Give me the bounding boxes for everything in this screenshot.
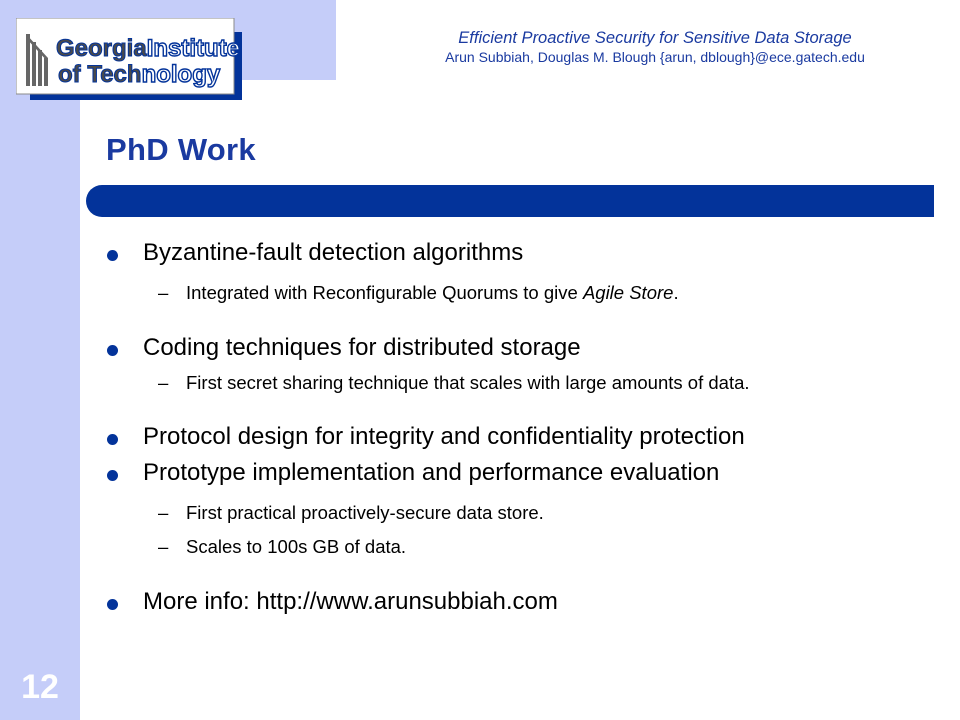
- bullet-dot: [107, 470, 118, 481]
- bullet-item: Coding techniques for distributed storage: [143, 334, 581, 361]
- page-title: PhD Work: [106, 132, 256, 167]
- bullet-item: More info: http://www.arunsubbiah.com: [143, 588, 558, 615]
- left-sidebar: [0, 0, 80, 720]
- svg-text:GeorgiaInstitute: [56, 35, 240, 62]
- presentation-title: Efficient Proactive Security for Sensitive Data Storage: [458, 29, 852, 47]
- bullet-dot: [107, 434, 118, 445]
- sub-bullet-item: – Integrated with Reconfigurable Quorums to give Agile Store.: [158, 282, 679, 303]
- georgia-tech-logo: [16, 18, 242, 100]
- bullet-item: Prototype implementation and performance evaluation: [143, 459, 720, 486]
- slide-header: [390, 28, 920, 66]
- presentation-authors: Arun Subbiah, Douglas M. Blough {arun, dblough}@ece.gatech.edu: [445, 49, 865, 65]
- bullet-item: Protocol design for integrity and confidentiality protection: [143, 423, 745, 450]
- bullet-dot: [107, 250, 118, 261]
- sub-bullet-item: – Scales to 100s GB of data.: [158, 536, 407, 557]
- logo-of-tech: of Tech: [58, 61, 142, 88]
- title-underline-bar: [86, 185, 934, 217]
- sub-bullet-item: – First secret sharing technique that scales with large amounts of data.: [158, 372, 750, 393]
- bullet-item: Byzantine-fault detection algorithms: [143, 239, 524, 266]
- logo-georgia: Georgia: [56, 35, 147, 62]
- logo-nology: nology: [141, 61, 221, 88]
- svg-text:of Technology: [58, 61, 221, 88]
- bullet-dot: [107, 599, 118, 610]
- bullet-dot: [107, 345, 118, 356]
- slide-number: 12: [21, 668, 59, 706]
- sub-bullet-item: – First practical proactively-secure data store.: [158, 502, 544, 523]
- logo-institute: Institute: [146, 35, 241, 62]
